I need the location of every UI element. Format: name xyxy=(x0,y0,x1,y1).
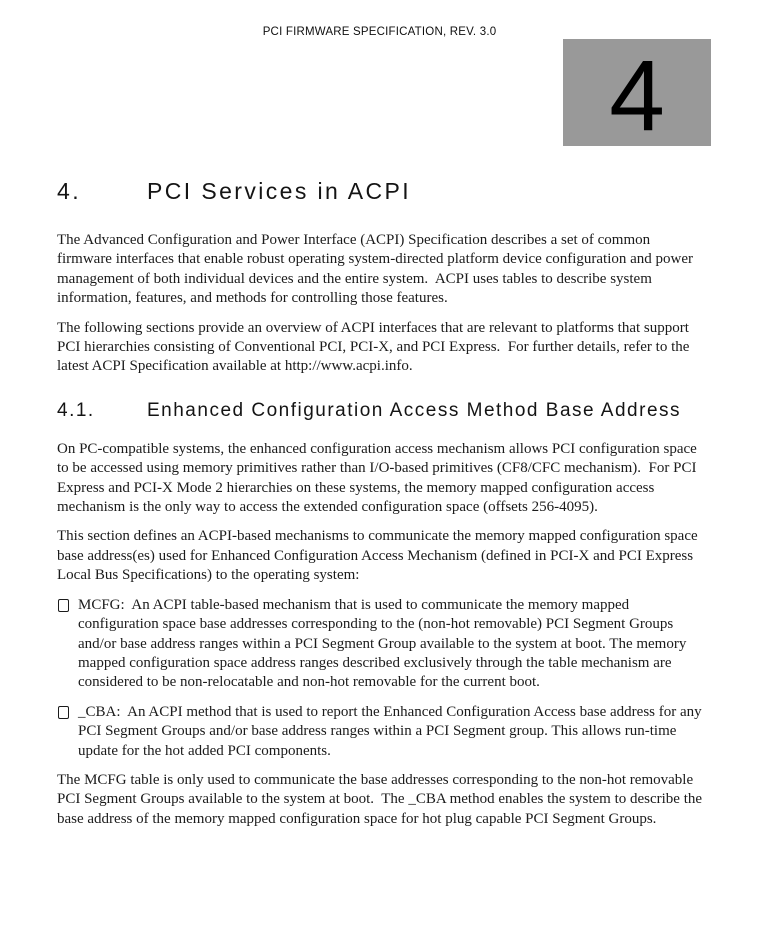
bullet-item-cba xyxy=(57,703,705,761)
square-bullet-icon xyxy=(58,599,69,612)
running-header: PCI FIRMWARE SPECIFICATION, REV. 3.0 xyxy=(262,26,497,38)
paragraph-section-defines: This section defines an ACPI-based mechanisms to communicate the memory mapped configuration space base address(es) used for Enhanced Configuration Access Mechanism (defined in PCI-X and PCI Express Local Bus Specifications) to the operating system: xyxy=(57,528,702,584)
section-number: 4. xyxy=(57,178,81,204)
paragraph-acpi-overview: The Advanced Configuration and Power Interface (ACPI) Specification describes a set of common firmware interfaces that enable robust operating system-directed platform device configuration and power management of both individual devices and the entire system. ACPI uses tables to describe system information, features, and methods for controlling those features. xyxy=(57,232,697,307)
subsection-number: 4.1. xyxy=(57,399,95,421)
bullet-text-cba: _CBA: An ACPI method that is used to report the Enhanced Configuration Access base address for any PCI Segment Groups and/or base address ranges within a PCI Segment group. This allows run-time update for the hot added PCI components. xyxy=(78,703,706,759)
chapter-number-box xyxy=(563,39,711,152)
page-content xyxy=(57,178,705,839)
section-heading xyxy=(57,178,705,205)
subsection-heading xyxy=(57,397,705,424)
bullet-text-mcfg: MCFG: An ACPI table-based mechanism that is used to communicate the memory mapped configuration space base addresses corresponding to the (non-hot removable) PCI Segment Groups and/or base address ranges within a PCI Segment Group available to the system at boot. The memory mapped configuration space address ranges described exclusively through the table mechanism are considered to be non-relocatable and non-hot removable for the current boot. xyxy=(78,596,691,691)
paragraph-following-sections: The following sections provide an overview of ACPI interfaces that are relevant to platforms that support PCI hierarchies consisting of Conventional PCI, PCI-X, and PCI Express. For further details, refer to the latest ACPI Specification available at http://www.acpi.info. xyxy=(57,319,694,375)
square-bullet-icon xyxy=(58,706,69,719)
paragraph-mcfg-closing: The MCFG table is only used to communicate the base addresses corresponding to the non-hot removable PCI Segment Groups available to the system at boot. The _CBA method enables the system to describe the base address of the memory mapped configuration space for hot plug capable PCI Segment Groups. xyxy=(57,771,706,827)
chapter-number: 4 xyxy=(609,39,665,152)
section-title: PCI Services in ACPI xyxy=(147,178,412,204)
bullet-item-mcfg xyxy=(57,596,705,693)
subsection-title: Enhanced Configuration Access Method Base Address xyxy=(147,399,682,421)
paragraph-pc-compatible: On PC-compatible systems, the enhanced configuration access mechanism allows PCI configuration space to be accessed using memory primitives rather than I/O-based primitives (CF8/CFC mechanism). For PCI Express and PCI-X Mode 2 hierarchies on these systems, the memory mapped configuration access mechanism is the only way to access the extended configuration space (offsets 256-4095). xyxy=(57,440,701,516)
